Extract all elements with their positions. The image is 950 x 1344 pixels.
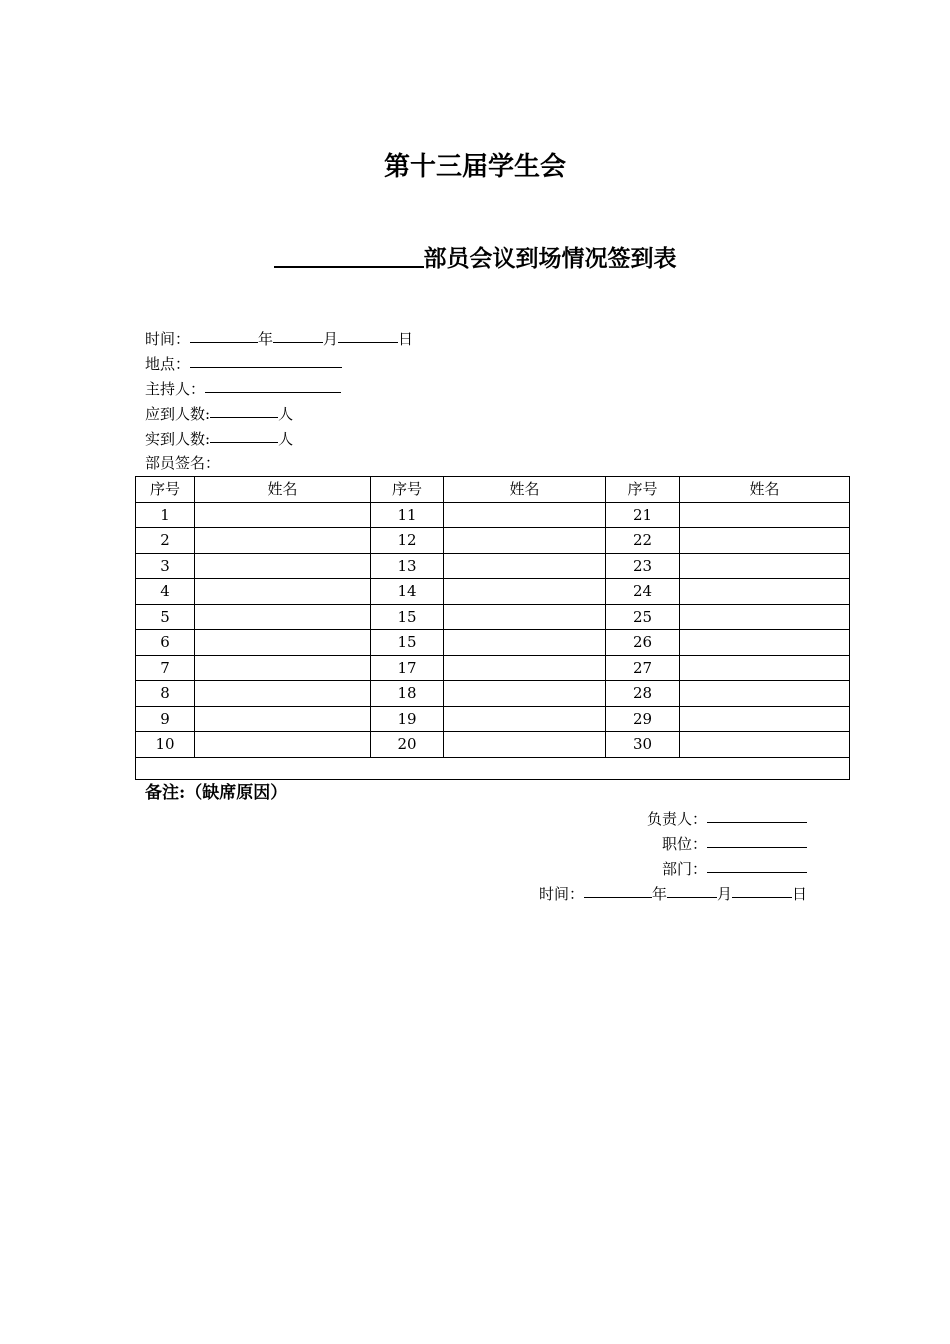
expected-count-line <box>145 402 293 425</box>
name-signature-cell[interactable] <box>680 528 850 554</box>
expected-label: 应到人数: <box>145 405 211 423</box>
header-cell: 序号 <box>371 477 444 503</box>
serial-number-cell: 17 <box>371 655 444 681</box>
table-row <box>136 681 850 707</box>
footer-year-blank[interactable] <box>584 882 652 898</box>
name-signature-cell[interactable] <box>444 655 606 681</box>
expected-count-blank[interactable] <box>210 402 278 418</box>
time-label: 时间： <box>145 330 191 348</box>
name-signature-cell[interactable] <box>680 732 850 758</box>
table-row <box>136 553 850 579</box>
department-name-blank[interactable] <box>274 242 424 268</box>
header-cell: 姓名 <box>680 477 850 503</box>
name-signature-cell[interactable] <box>195 528 371 554</box>
name-signature-cell[interactable] <box>195 706 371 732</box>
footer-year-unit: 年 <box>651 885 667 903</box>
serial-number-cell: 27 <box>606 655 680 681</box>
host-line <box>145 377 341 400</box>
year-blank[interactable] <box>190 327 258 343</box>
footer-time-line <box>539 882 807 905</box>
signature-label: 部员签名： <box>145 454 221 472</box>
expected-unit: 人 <box>278 405 294 423</box>
name-signature-cell[interactable] <box>195 681 371 707</box>
serial-number-cell: 11 <box>371 502 444 528</box>
remark-label: 备注:（缺席原因） <box>145 783 288 803</box>
name-signature-cell[interactable] <box>680 630 850 656</box>
actual-count-blank[interactable] <box>210 427 278 443</box>
serial-number-cell: 20 <box>371 732 444 758</box>
serial-number-cell: 15 <box>371 604 444 630</box>
table-row <box>136 579 850 605</box>
footer-month-unit: 月 <box>716 885 732 903</box>
serial-number-cell: 12 <box>371 528 444 554</box>
name-signature-cell[interactable] <box>444 579 606 605</box>
table-row <box>136 630 850 656</box>
position-blank[interactable] <box>707 832 807 848</box>
name-signature-cell[interactable] <box>195 502 371 528</box>
table-row <box>136 732 850 758</box>
name-signature-cell[interactable] <box>444 604 606 630</box>
name-signature-cell[interactable] <box>444 502 606 528</box>
name-signature-cell[interactable] <box>444 706 606 732</box>
serial-number-cell: 23 <box>606 553 680 579</box>
serial-number-cell: 5 <box>136 604 195 630</box>
name-signature-cell[interactable] <box>680 706 850 732</box>
serial-number-cell: 26 <box>606 630 680 656</box>
subtitle-text: 部员会议到场情况签到表 <box>423 245 677 272</box>
name-signature-cell[interactable] <box>195 553 371 579</box>
serial-number-cell: 1 <box>136 502 195 528</box>
name-signature-cell[interactable] <box>195 630 371 656</box>
serial-number-cell: 6 <box>136 630 195 656</box>
actual-label: 实到人数: <box>145 430 211 448</box>
name-signature-cell[interactable] <box>680 655 850 681</box>
table-blank-row <box>136 757 850 779</box>
header-cell: 姓名 <box>444 477 606 503</box>
name-signature-cell[interactable] <box>195 732 371 758</box>
name-signature-cell[interactable] <box>680 579 850 605</box>
place-blank[interactable] <box>190 352 342 368</box>
actual-unit: 人 <box>278 430 294 448</box>
name-signature-cell[interactable] <box>444 553 606 579</box>
month-unit: 月 <box>323 330 339 348</box>
year-unit: 年 <box>258 330 274 348</box>
name-signature-cell[interactable] <box>195 655 371 681</box>
footer-month-blank[interactable] <box>667 882 717 898</box>
footer-day-blank[interactable] <box>732 882 792 898</box>
header-cell: 序号 <box>606 477 680 503</box>
name-signature-cell[interactable] <box>195 604 371 630</box>
serial-number-cell: 15 <box>371 630 444 656</box>
footer-day-unit: 日 <box>791 885 807 903</box>
name-signature-cell[interactable] <box>680 553 850 579</box>
serial-number-cell: 24 <box>606 579 680 605</box>
serial-number-cell: 30 <box>606 732 680 758</box>
day-blank[interactable] <box>338 327 398 343</box>
serial-number-cell: 7 <box>136 655 195 681</box>
serial-number-cell: 29 <box>606 706 680 732</box>
table-row <box>136 604 850 630</box>
place-label: 地点： <box>145 355 191 373</box>
serial-number-cell: 14 <box>371 579 444 605</box>
name-signature-cell[interactable] <box>195 579 371 605</box>
serial-number-cell: 22 <box>606 528 680 554</box>
serial-number-cell: 2 <box>136 528 195 554</box>
name-signature-cell[interactable] <box>680 681 850 707</box>
serial-number-cell: 4 <box>136 579 195 605</box>
leader-line <box>647 807 807 830</box>
table-row <box>136 528 850 554</box>
blank-cell[interactable] <box>136 757 850 779</box>
name-signature-cell[interactable] <box>680 604 850 630</box>
leader-blank[interactable] <box>707 807 807 823</box>
month-blank[interactable] <box>273 327 323 343</box>
department-line <box>662 857 807 880</box>
position-line <box>662 832 807 855</box>
name-signature-cell[interactable] <box>444 681 606 707</box>
table-row <box>136 502 850 528</box>
host-label: 主持人： <box>145 380 206 398</box>
footer-time-label: 时间： <box>538 885 584 903</box>
actual-count-line <box>145 427 293 450</box>
page-title: 第十三届学生会 <box>383 152 566 182</box>
name-signature-cell[interactable] <box>444 732 606 758</box>
department-blank[interactable] <box>707 857 807 873</box>
header-cell: 姓名 <box>195 477 371 503</box>
serial-number-cell: 19 <box>371 706 444 732</box>
serial-number-cell: 10 <box>136 732 195 758</box>
leader-label: 负责人： <box>646 810 707 828</box>
table-row <box>136 655 850 681</box>
serial-number-cell: 3 <box>136 553 195 579</box>
serial-number-cell: 9 <box>136 706 195 732</box>
name-signature-cell[interactable] <box>680 502 850 528</box>
meeting-time-line <box>145 327 413 350</box>
host-blank[interactable] <box>205 377 341 393</box>
name-signature-cell[interactable] <box>444 630 606 656</box>
day-unit: 日 <box>398 330 414 348</box>
serial-number-cell: 21 <box>606 502 680 528</box>
header-cell: 序号 <box>136 477 195 503</box>
serial-number-cell: 25 <box>606 604 680 630</box>
signin-table <box>135 476 850 780</box>
table-header-row <box>136 477 850 503</box>
form-subtitle <box>0 241 950 277</box>
serial-number-cell: 18 <box>371 681 444 707</box>
serial-number-cell: 8 <box>136 681 195 707</box>
meeting-place-line <box>145 352 342 375</box>
position-label: 职位： <box>661 835 707 853</box>
name-signature-cell[interactable] <box>444 528 606 554</box>
department-label: 部门： <box>661 860 707 878</box>
table-row <box>136 706 850 732</box>
serial-number-cell: 28 <box>606 681 680 707</box>
serial-number-cell: 13 <box>371 553 444 579</box>
